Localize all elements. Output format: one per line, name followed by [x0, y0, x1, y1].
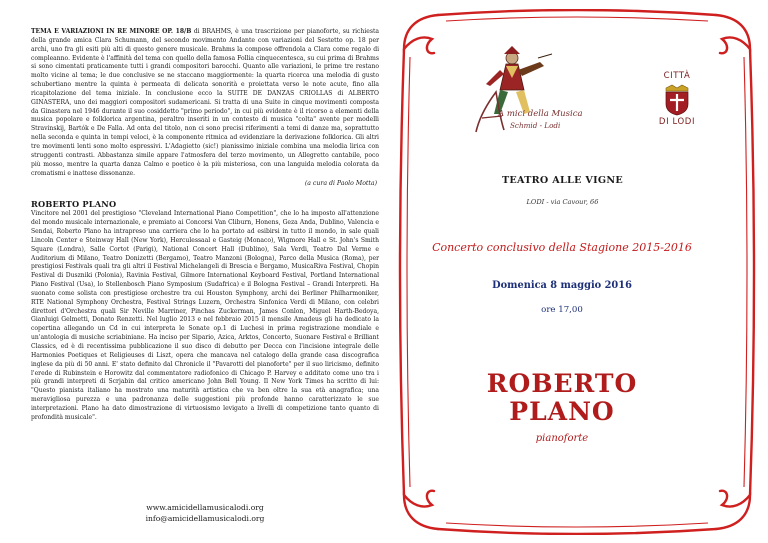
- performer-name: [412, 370, 712, 426]
- performer-instrument: pianoforte: [535, 433, 589, 444]
- performer-first-name: ROBERTO: [486, 369, 638, 398]
- programme-notes: [31, 28, 379, 178]
- contacts: [31, 502, 379, 524]
- programme-notes-text: di BRAHMS, è una trascrizione per pianoforte, su richiesta della grande amica Clara Schumann, del secondo movimento Andante con variazioni del Sestetto op. 18 per archi, uno fra gli esiti più alti di questo genere musicale. Brahms la compose offrendola a Clara come regalo di compleanno. Evidente è l'affinità del tema con quello della famosa Follia cinquecentesca, su cui prima di Brahms si sono cimentati praticamente tutti i grandi compositori barocchi. Quanto alle variazioni, le prime tre restano molto vicine al tema; le due conclusive se ne staccano maggiormente: la quarta ricerca una melodia di gusto schubertiano mentre la quinta è permeata di delicata sonorità e proiettata verso le note acute, fino alla ricapitolazione del tema iniziale. In conclusione ecco la SUITE DE DANZAS CRIOLLAS di ALBERTO GINASTERA, uno dei maggiori compositori sudamericani. Si tratta di una Suite in cinque movimenti composta da Ginastera nel 1946 durante il suo cosiddetto "primo periodo", in cui più evidente è il ricorso a elementi della musica popolare e folklorica argentina, peraltro inseriti in un contesto di musica "colta" avente per modelli Stravinskij, Bartók e De Falla. Ad onta del titolo, non ci sono precisi riferimenti a temi di danze ma, soprattutto nella seconda e quinta in tempi veloci, è la componente ritmica ad evidenziare la derivazione folklorica. Gli altri tre movimenti lenti sono molto espressivi. L'Adagietto (sic!) pianissimo iniziale combina una melodia lirica con struggenti contrasti. Abbastanza simile appare l'atmosfera del terzo movimento, un Allegretto cantabile, poco più mosso, mentre la quarta danza Calmo e poetico è la più misteriosa, con una languida melodia colorata da cromatismi e inattese dissonanze.: [31, 28, 379, 177]
- venue-address: LODI - via Cavour, 66: [526, 198, 599, 206]
- amici-logo-subtext: Schmid - Lodi: [510, 121, 561, 130]
- di-lodi-label: DI LODI: [658, 117, 696, 127]
- notes-credit: (a cura di Paolo Motta): [304, 180, 377, 188]
- biography-heading: ROBERTO PLANO: [31, 199, 117, 210]
- performer-last-name: PLANO: [509, 397, 615, 426]
- concert-date: Domenica 8 maggio 2016: [492, 280, 632, 291]
- left-panel: [31, 28, 379, 523]
- email-link[interactable]: info@amicidellamusicalodi.org: [145, 514, 265, 523]
- programme-notes-title: TEMA E VARIAZIONI IN RE MINORE OP. 18/B: [31, 28, 192, 35]
- citta-label: CITTÀ: [663, 71, 691, 81]
- biography-text: Vincitore nel 2001 del prestigioso "Cleveland International Piano Competition", che lo ha imposto all'attenzione del mondo musicale internazionale, e premiato ai Concorsi Van Cliburn, Honens, Geza Anda, Dublino, Valencia e Sendai, Roberto Plano ha intrapreso una carriera che lo ha portato ad esibirsi in tutto il mondo, in sale quali Lincoln Center e Steinway Hall (New York), Herculessaal e Gasteig (Monaco), Wigmore Hall e St. John's Smith Square (Londra), Salle Cortot (Parigi), National Concert Hall (Dublino), Sala Verdi, Teatro Dal Verme e Auditorium di Milano, Teatro Donizetti (Bergamo), Teatro Manzoni (Bologna), Parco della Musica (Roma), per prestigiosi Festivals quali tra gli altri il Festival Michelangeli di Brescia e Bergamo, MusicaRiva Festival, Chopin Festival di Duszniki (Polonia), Ravinia Festival, Gilmore International Keyboard Festival, Portland International Piano Festival (Usa), lo Stellenbosch Piano Symposium (Sudafrica) e il Bologna Festival – Grandi Interpreti. Ha suonato come solista con prestigiose orchestre tra cui Houston Symphony, archi dei Berliner Philharmoniker, RTE National Symphony Orchestra, Festival Strings Luzern, Orchestra Sinfonica Verdi di Milano, con celebri direttori d'Orchestra quali Sir Neville Marriner, Pinchas Zuckerman, James Conlon, Miguel Harth-Bedoya, Gianluigi Gelmetti, Donato Renzetti. Nel luglio 2013 e nel febbraio 2015 il mensile Amadeus gli ha dedicato la copertina allegando un Cd in cui interpreta le Sonate op.1 di Luchesi in prima registrazione mondiale e un'antologia di musiche scriabiniane. Ha inciso per Sipario, Azica, Arktos, Concerto, Suonare Festival e Brilliant Classics, ed è di recentissima pubblicazione il suo disco di debutto per Decca con l'incisione integrale delle Harmonies Poetiques et Religieuses di Liszt, opera che mancava nel catalogo della grande casa discografica inglese da più di 50 anni. E' stato definito dal Chronicle il "Pavarotti del pianoforte" per il suo liricismo, definito l'erede di Rubinstein e Horowitz dal commentatore radiofonico di Chicago P. Harvey e additato come uno tra i più grandi interpreti di Scrjabin dal critico americano John Bell Young. Il New York Times ha scritto di lui: "Questo pianista italiano ha mostrato una maturità artistica che va ben oltre la sua età anagrafica; una meravigliosa purezza e una padronanza delle suggestioni più profonde hanno caratterizzato le sue interpretazioni. Plano ha dato dimostrazione di virtuosismo levigato a livelli di competizione tanto quanto di profondità musicale".: [31, 210, 379, 421]
- website-link[interactable]: www.amicidellamusicalodi.org: [146, 503, 264, 512]
- amici-logo-text: A mici della Musica: [498, 109, 583, 119]
- venue-name: TEATRO ALLE VIGNE: [501, 175, 624, 186]
- concert-series-title: Concerto conclusivo della Stagione 2015-2016: [432, 241, 692, 254]
- lodi-crest-icon: [662, 84, 692, 116]
- concert-time: ore 17,00: [541, 305, 583, 315]
